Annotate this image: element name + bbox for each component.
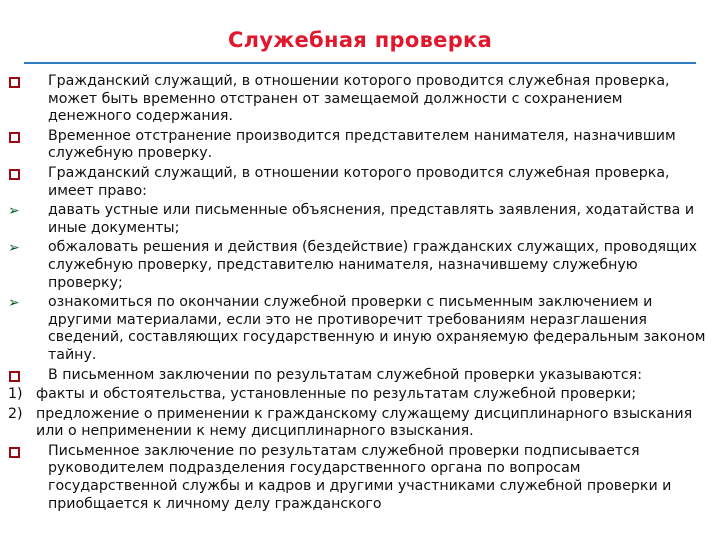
list-item-text: Гражданский служащий, в отношении которого проводится служебная проверка, может быть временно отстранен от замещаемой должности с сохранением денежного содержания. — [48, 73, 670, 125]
list-item — [8, 128, 708, 163]
arrow-bullet-icon: ➢ — [8, 203, 20, 220]
list-item-text: предложение о применении к гражданскому служащему дисциплинарного взыскания или о неприменении к нему дисциплинарного взыскания. — [36, 405, 693, 440]
list-item-text: Гражданский служащий, в отношении которого проводится служебная проверка, имеет право: — [48, 164, 670, 199]
title-divider — [24, 62, 696, 64]
list-item — [8, 165, 708, 200]
list-item-text: давать устные или письменные объяснения, представлять заявления, ходатайства и иные документы; — [48, 202, 695, 236]
list-item — [8, 443, 708, 513]
list-item — [8, 73, 708, 126]
list-item — [8, 202, 708, 237]
square-bullet-icon — [9, 132, 20, 143]
square-bullet-icon — [9, 169, 20, 180]
number-label: 1) — [8, 386, 23, 403]
arrow-bullet-icon: ➢ — [8, 240, 20, 257]
number-label: 2) — [8, 405, 23, 422]
arrow-bullet-icon: ➢ — [8, 295, 20, 312]
square-bullet-icon — [9, 447, 20, 458]
list-item-text: обжаловать решения и действия (бездействие) гражданских служащих, проводящих служебную проверку, представителю нанимателя, назначившему служебную проверку; — [48, 239, 698, 291]
slide-title: Служебная проверка — [227, 28, 493, 52]
list-item-text: В письменном заключении по результатам служебной проверки указываются: — [48, 366, 642, 383]
list-item-text: Письменное заключение по результатам служебной проверки подписывается руководителем подразделения государственного органа по вопросам государственной службы и кадров и другими участниками служебной проверки и приобщается к личному делу гражданского — [48, 442, 672, 512]
square-bullet-icon — [9, 371, 20, 382]
numbered-item — [8, 406, 708, 441]
numbered-item — [8, 386, 708, 404]
list-item-text: Временное отстранение производится представителем нанимателя, назначившим служебную проверку. — [48, 127, 676, 162]
list-item-text: ознакомиться по окончании служебной проверки с письменным заключением и другими материалами, если это не противоречит требованиям неразглашения сведений, составляющих государственную и иную охраняемую федеральным законом тайну. — [48, 294, 706, 363]
list-item-text: факты и обстоятельства, установленные по результатам служебной проверки; — [36, 386, 637, 403]
slide-body — [8, 73, 708, 515]
list-item — [8, 367, 708, 385]
list-item — [8, 294, 708, 364]
list-item — [8, 239, 708, 292]
square-bullet-icon — [9, 77, 20, 88]
